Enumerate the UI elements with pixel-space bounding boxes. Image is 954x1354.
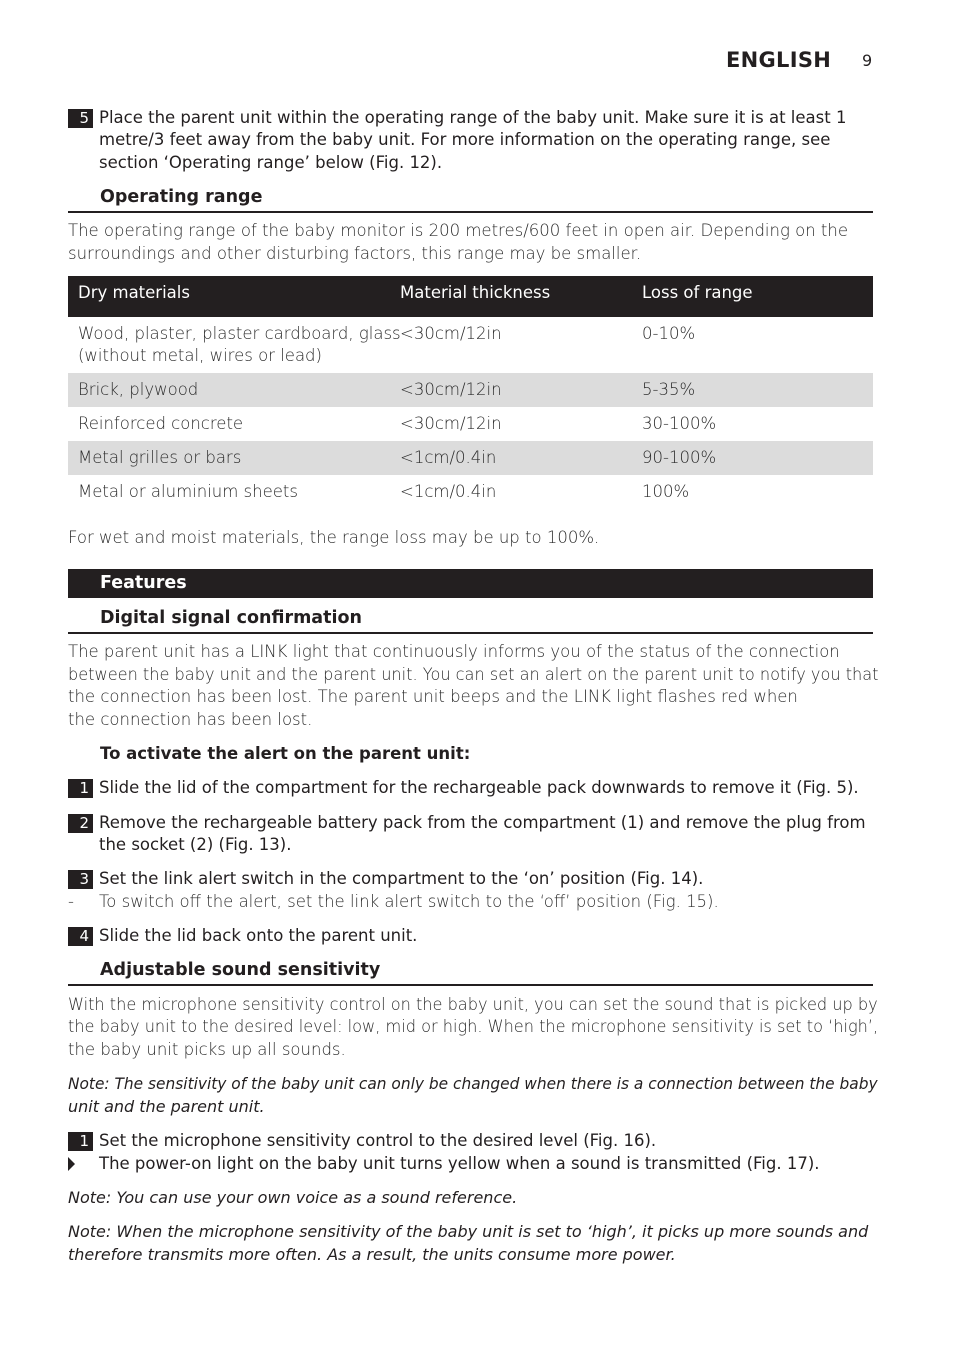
cell-loss: 0-10% (642, 324, 696, 343)
section-title-english: ENGLISH (726, 48, 832, 72)
step5-line-1: Place the parent unit within the operating range of the baby unit. Make sure it is at least 1 (99, 108, 847, 127)
table-row (68, 317, 873, 373)
step-number: 1 (68, 779, 93, 798)
note-sensitivity-connection-2: unit and the parent unit. (68, 1097, 265, 1116)
alert-step-3: Set the link alert switch in the compartment to the ‘on’ position (Fig. 14). (99, 869, 704, 888)
sensitivity-result: The power-on light on the baby unit turns yellow when a sound is transmitted (Fig. 17). (99, 1154, 820, 1173)
step-number: 5 (68, 109, 93, 128)
cell-loss: 90-100% (642, 448, 717, 467)
heading-rule (68, 211, 873, 213)
cell-loss: 30-100% (642, 414, 717, 433)
digital-signal-line-2: between the baby unit and the parent unit. You can set an alert on the parent unit to notify you that (68, 665, 879, 684)
step-number: 2 (68, 814, 93, 833)
cell-loss: 100% (642, 482, 690, 501)
step-number: 3 (68, 870, 93, 889)
alert-step-2-line-1: Remove the rechargeable battery pack from the compartment (1) and remove the plug from (99, 813, 866, 832)
alert-sub-item: To switch off the alert, set the link alert switch to the ‘off’ position (Fig. 15). (99, 892, 719, 911)
alert-step-4: Slide the lid back onto the parent unit. (99, 926, 418, 945)
features-title: Features (100, 573, 187, 593)
alert-step-2-line-2: the socket (2) (Fig. 13). (99, 835, 292, 854)
cell-thickness: <1cm/0.4in (400, 482, 497, 501)
digital-signal-line-1: The parent unit has a LINK light that continuously informs you of the status of the connection (68, 642, 840, 661)
digital-signal-line-3: the connection has been lost. The parent unit beeps and the LINK light flashes red when (68, 687, 798, 706)
alert-step-1: Slide the lid of the compartment for the rechargeable pack downwards to remove it (Fig. 5). (99, 778, 859, 797)
sensitivity-step-1: Set the microphone sensitivity control to the desired level (Fig. 16). (99, 1131, 657, 1150)
note-high-sensitivity-1: Note: When the microphone sensitivity of the baby unit is set to ‘high’, it picks up more sounds and (68, 1222, 869, 1241)
digital-signal-heading: Digital signal confirmation (100, 608, 362, 628)
step-number: 4 (68, 927, 93, 946)
sound-sensitivity-line-1: With the microphone sensitivity control on the baby unit, you can set the sound that is picked up by (68, 995, 878, 1014)
sub-item-dash: - (68, 892, 74, 911)
table-row (68, 373, 873, 407)
result-arrow-icon (68, 1157, 75, 1171)
note-high-sensitivity-2: therefore transmits more often. As a result, the units consume more power. (68, 1245, 676, 1264)
step5-line-3: section ‘Operating range’ below (Fig. 12). (99, 153, 443, 172)
header-material-thickness: Material thickness (400, 283, 551, 302)
digital-signal-line-4: the connection has been lost. (68, 710, 313, 729)
table-header-row (68, 276, 873, 317)
note-own-voice: Note: You can use your own voice as a sound reference. (68, 1188, 518, 1207)
features-section-bar (68, 569, 873, 598)
operating-range-intro-2: surroundings and other disturbing factors, this range may be smaller. (68, 244, 642, 263)
cell-material: Metal or aluminium sheets (78, 482, 298, 501)
cell-material: Metal grilles or bars (78, 448, 242, 467)
table-row (68, 475, 873, 509)
step5-line-2: metre/3 feet away from the baby unit. For more information on the operating range, see (99, 130, 831, 149)
step-number: 1 (68, 1132, 93, 1151)
heading-rule (68, 984, 873, 986)
heading-rule (68, 632, 873, 634)
cell-material: Wood, plaster, plaster cardboard, glass (78, 324, 401, 343)
cell-loss: 5-35% (642, 380, 696, 399)
cell-thickness: <30cm/12in (400, 414, 502, 433)
wet-materials-note: For wet and moist materials, the range loss may be up to 100%. (68, 528, 600, 547)
operating-range-intro-1: The operating range of the baby monitor is 200 metres/600 feet in open air. Depending on the (68, 221, 848, 240)
note-sensitivity-connection-1: Note: The sensitivity of the baby unit can only be changed when there is a connection between the baby (68, 1074, 878, 1093)
cell-material: (without metal, wires or lead) (78, 346, 322, 365)
operating-range-heading: Operating range (100, 187, 263, 207)
header-loss-of-range: Loss of range (642, 283, 753, 302)
sound-sensitivity-line-2: the baby unit to the desired level: low, mid or high. When the microphone sensitivity is set to ‘high’, (68, 1017, 879, 1036)
sound-sensitivity-heading: Adjustable sound sensitivity (100, 960, 381, 980)
page-number: 9 (862, 51, 873, 70)
table-row (68, 407, 873, 441)
cell-thickness: <1cm/0.4in (400, 448, 497, 467)
cell-thickness: <30cm/12in (400, 324, 502, 343)
cell-thickness: <30cm/12in (400, 380, 502, 399)
activate-alert-heading: To activate the alert on the parent unit: (100, 744, 471, 763)
cell-material: Brick, plywood (78, 380, 199, 399)
table-row (68, 441, 873, 475)
cell-material: Reinforced concrete (78, 414, 244, 433)
header-dry-materials: Dry materials (78, 283, 190, 302)
sound-sensitivity-line-3: the baby unit picks up all sounds. (68, 1040, 346, 1059)
